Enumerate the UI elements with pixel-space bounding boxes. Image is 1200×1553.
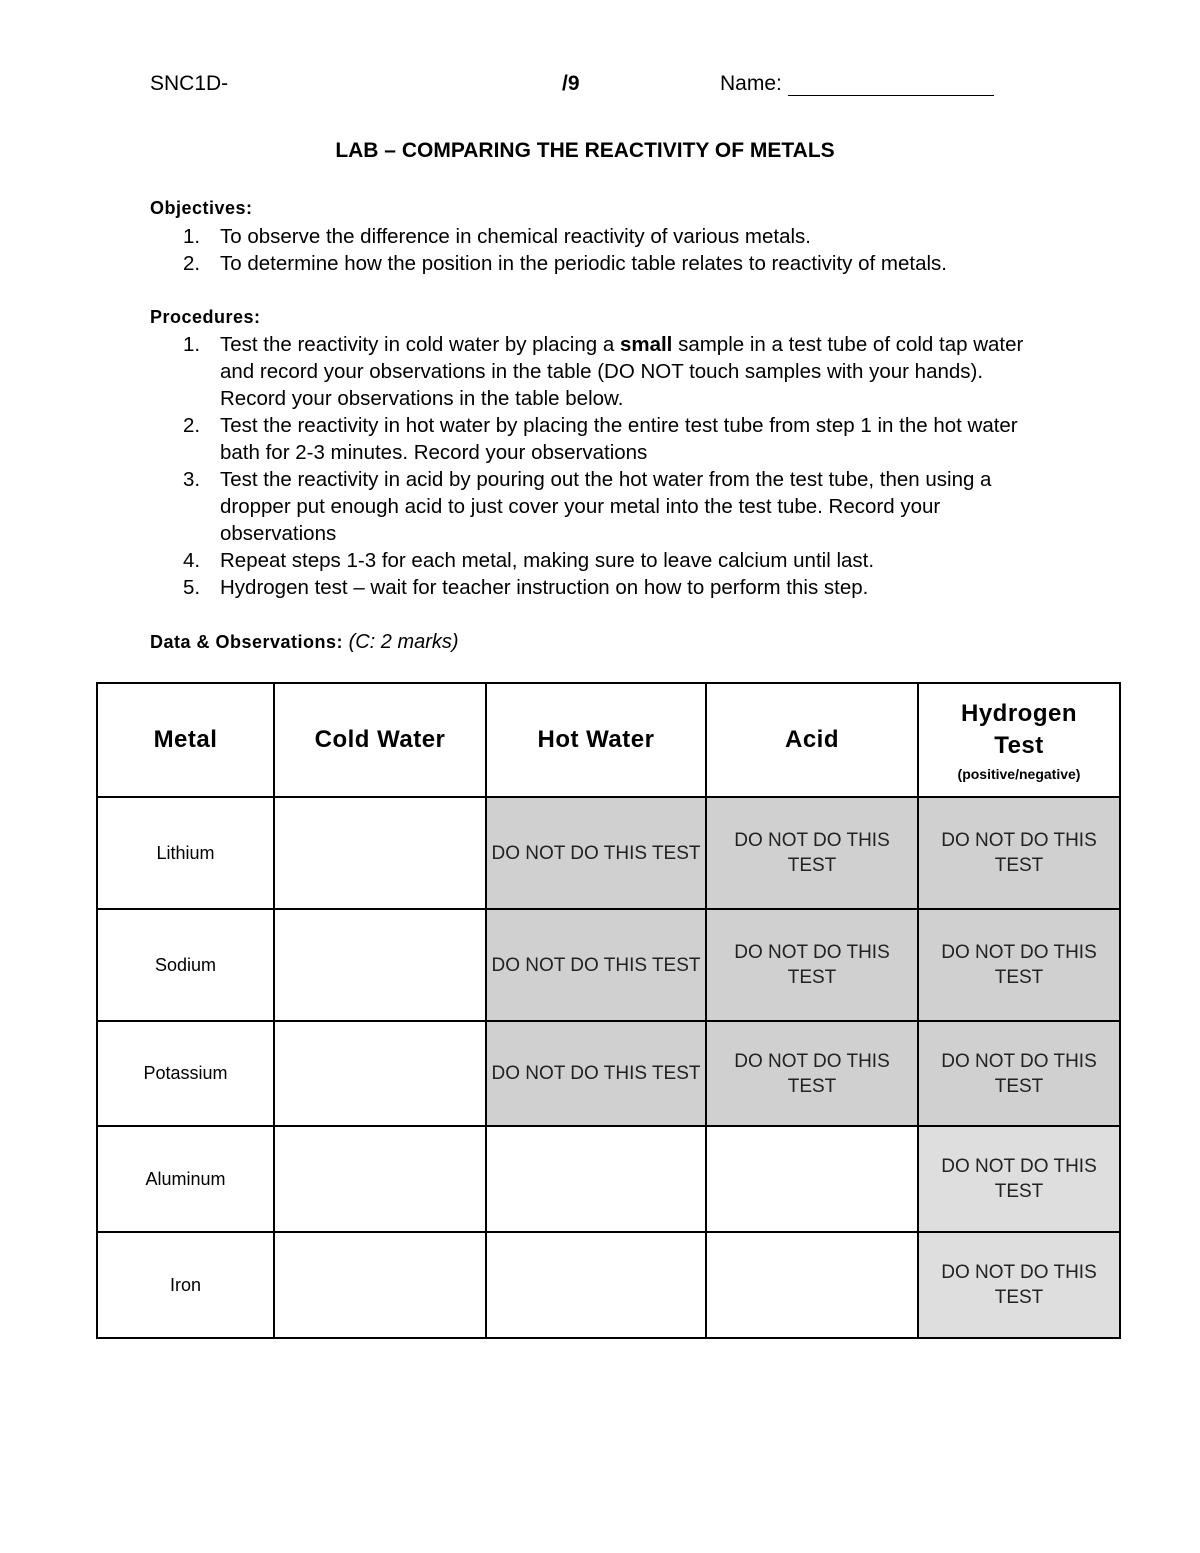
list-item [150,223,1050,250]
do-not-test-cell: DO NOT DO THIS TEST [918,909,1120,1021]
score-total: /9 [562,72,580,95]
observations-table [96,682,1121,1339]
course-code: SNC1D- [150,72,229,95]
item-text: To observe the difference in chemical reactivity of various metals. [220,225,811,248]
list-item [150,574,1030,601]
item-text-start: Test the reactivity in cold water by placing a [220,333,620,356]
table-row [97,1021,1120,1126]
cold-water-cell[interactable] [274,1126,486,1232]
do-not-test-cell: DO NOT DO THIS TEST [918,1021,1120,1126]
name-field[interactable] [720,72,994,96]
header-hydrogen-test-label: Hydrogen Test [960,700,1077,759]
do-not-test-cell: DO NOT DO THIS TEST [918,1232,1120,1338]
item-text: Hydrogen test – wait for teacher instruction on how to perform this step. [220,576,869,599]
metal-cell: Potassium [97,1021,274,1126]
header [150,72,1050,102]
list-item [150,547,1030,574]
table-header-row [97,683,1120,797]
metal-cell: Iron [97,1232,274,1338]
procedures-label: Procedures: [150,307,261,327]
item-text: Repeat steps 1-3 for each metal, making sure to leave calcium until last. [220,549,875,572]
table-row [97,1232,1120,1338]
list-item [150,412,1030,466]
item-number: 2. [183,252,201,275]
objectives-list [150,223,1050,277]
item-text: Test the reactivity in hot water by placing the entire test tube from step 1 in the hot water bath for 2-3 minutes. Record your observations [220,414,1018,464]
objectives-label: Objectives: [150,198,253,218]
item-number: 4. [183,549,201,572]
page-title: LAB – COMPARING THE REACTIVITY OF METALS [335,139,835,162]
do-not-test-cell: DO NOT DO THIS TEST [486,909,706,1021]
header-hydrogen-sub: (positive/negative) [957,766,1081,782]
item-number: 5. [183,576,201,599]
item-number: 1. [183,333,201,356]
header-hydrogen-test [918,683,1120,797]
emphasis-small: small [619,333,673,356]
metal-cell: Sodium [97,909,274,1021]
do-not-test-cell: DO NOT DO THIS TEST [486,1021,706,1126]
header-acid: Acid [706,683,918,797]
do-not-test-cell: DO NOT DO THIS TEST [706,1021,918,1126]
table-row [97,1126,1120,1232]
item-number: 2. [183,414,201,437]
marks-note: (C: 2 marks) [348,631,459,653]
cold-water-cell[interactable] [274,1021,486,1126]
item-number: 1. [183,225,201,248]
item-text: To determine how the position in the periodic table relates to reactivity of metals. [220,252,947,275]
metal-cell: Aluminum [97,1126,274,1232]
do-not-test-cell: DO NOT DO THIS TEST [486,797,706,909]
table-row [97,797,1120,909]
cold-water-cell[interactable] [274,909,486,1021]
item-text-end: sample in a test tube of cold tap water and record your observations in the table (DO NOT touch samples with your hands). Record your observations in the table below. [220,333,1024,410]
header-metal: Metal [97,683,274,797]
cold-water-cell[interactable] [274,797,486,909]
do-not-test-cell: DO NOT DO THIS TEST [706,909,918,1021]
acid-cell[interactable] [706,1126,918,1232]
metal-cell: Lithium [97,797,274,909]
list-item [150,466,1030,547]
name-label: Name: [720,72,782,95]
header-hot-water: Hot Water [486,683,706,797]
name-blank-line[interactable] [788,75,994,96]
data-label-text: Data & Observations: [150,632,344,652]
item-number: 3. [183,468,201,491]
list-item [150,250,1050,277]
acid-cell[interactable] [706,1232,918,1338]
do-not-test-cell: DO NOT DO THIS TEST [918,797,1120,909]
list-item [150,331,1030,412]
header-cold-water: Cold Water [274,683,486,797]
data-observations-label [150,631,459,654]
table-row [97,909,1120,1021]
item-text: Test the reactivity in acid by pouring out the hot water from the test tube, then using a dropper put enough acid to just cover your metal into the test tube. Record your observations [220,468,992,545]
hot-water-cell[interactable] [486,1232,706,1338]
procedures-list [150,331,1030,601]
hot-water-cell[interactable] [486,1126,706,1232]
cold-water-cell[interactable] [274,1232,486,1338]
do-not-test-cell: DO NOT DO THIS TEST [706,797,918,909]
do-not-test-cell: DO NOT DO THIS TEST [918,1126,1120,1232]
